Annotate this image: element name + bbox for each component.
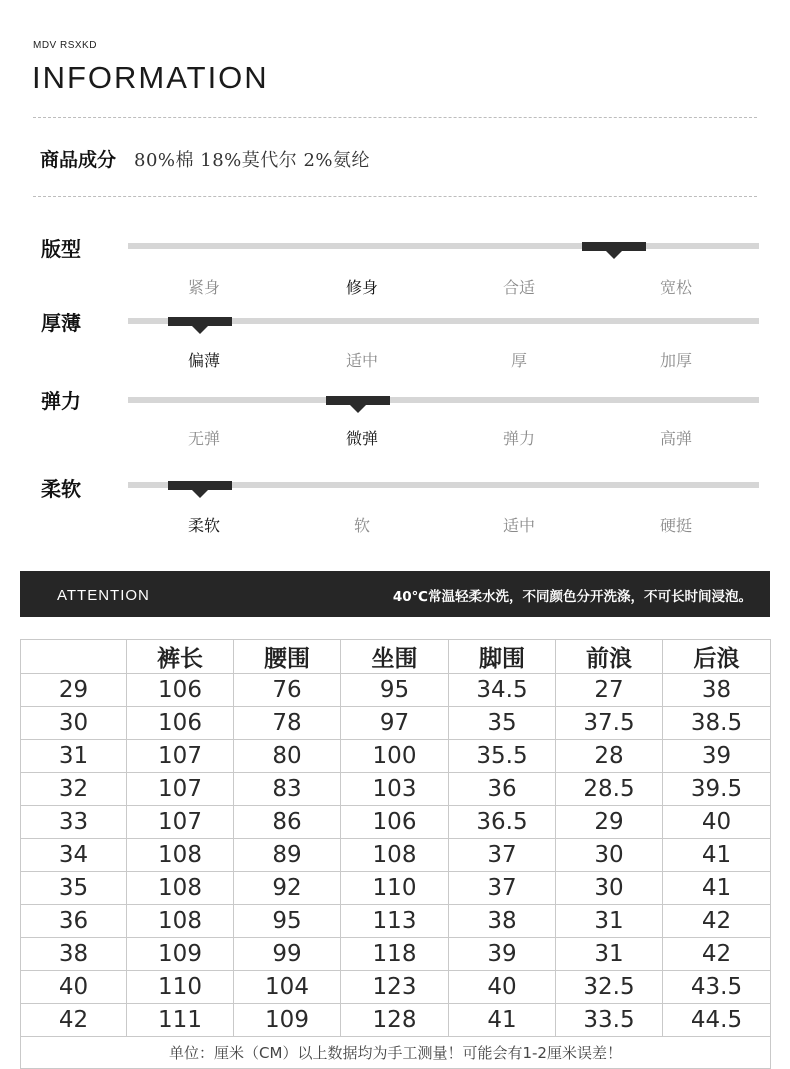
table-cell: 97 xyxy=(341,707,449,740)
table-cell: 89 xyxy=(234,839,341,872)
table-cell: 100 xyxy=(341,740,449,773)
table-cell: 43.5 xyxy=(663,971,771,1004)
table-cell: 32.5 xyxy=(556,971,663,1004)
attribute-marker-softness xyxy=(168,481,232,490)
table-cell: 103 xyxy=(341,773,449,806)
attribute-option: 高弹 xyxy=(659,429,693,448)
table-cell: 92 xyxy=(234,872,341,905)
divider-middle xyxy=(33,196,757,197)
table-cell: 108 xyxy=(127,905,234,938)
table-cell: 35 xyxy=(449,707,556,740)
table-cell: 109 xyxy=(234,1004,341,1037)
attribute-option: 厚 xyxy=(510,351,528,370)
table-cell: 128 xyxy=(341,1004,449,1037)
table-cell: 106 xyxy=(127,674,234,707)
table-cell: 123 xyxy=(341,971,449,1004)
attribute-option: 加厚 xyxy=(659,351,693,370)
table-cell: 110 xyxy=(127,971,234,1004)
attention-note: 40℃常温轻柔水洗，不同颜色分开洗涤，不可长时间浸泡。 xyxy=(392,589,752,605)
table-cell: 107 xyxy=(127,740,234,773)
table-cell: 30 xyxy=(556,839,663,872)
table-cell: 38 xyxy=(21,938,127,971)
attribute-track-elasticity xyxy=(128,397,759,403)
table-cell: 83 xyxy=(234,773,341,806)
attribute-label-softness: 柔软 xyxy=(41,477,81,501)
table-cell: 113 xyxy=(341,905,449,938)
attribute-label-elasticity: 弹力 xyxy=(41,389,81,413)
table-row xyxy=(21,938,771,971)
table-cell: 36 xyxy=(21,905,127,938)
table-cell: 78 xyxy=(234,707,341,740)
table-cell: 37.5 xyxy=(556,707,663,740)
size-table xyxy=(20,639,771,1069)
attribute-option: 微弹 xyxy=(345,429,379,448)
table-row xyxy=(21,905,771,938)
table-cell: 32 xyxy=(21,773,127,806)
table-cell: 33.5 xyxy=(556,1004,663,1037)
attribute-track-fit xyxy=(128,243,759,249)
table-cell: 99 xyxy=(234,938,341,971)
table-cell: 80 xyxy=(234,740,341,773)
table-cell: 42 xyxy=(21,1004,127,1037)
attention-banner xyxy=(20,571,770,617)
table-cell: 42 xyxy=(663,938,771,971)
table-header-cell: 腰围 xyxy=(234,640,341,674)
table-row xyxy=(21,674,771,707)
table-header-row xyxy=(21,640,771,674)
table-header-cell xyxy=(21,640,127,674)
table-cell: 95 xyxy=(341,674,449,707)
table-header-cell: 后浪 xyxy=(663,640,771,674)
attribute-option: 弹力 xyxy=(502,429,536,448)
table-cell: 44.5 xyxy=(663,1004,771,1037)
attribute-option: 修身 xyxy=(345,278,379,297)
table-cell: 31 xyxy=(556,905,663,938)
table-cell: 108 xyxy=(127,872,234,905)
table-cell: 38 xyxy=(449,905,556,938)
attribute-marker-thickness xyxy=(168,317,232,326)
table-cell: 107 xyxy=(127,806,234,839)
table-row xyxy=(21,806,771,839)
table-cell: 35.5 xyxy=(449,740,556,773)
table-cell: 36.5 xyxy=(449,806,556,839)
attribute-option: 无弹 xyxy=(187,429,221,448)
table-cell: 40 xyxy=(663,806,771,839)
table-cell: 111 xyxy=(127,1004,234,1037)
table-cell: 40 xyxy=(21,971,127,1004)
table-cell: 95 xyxy=(234,905,341,938)
table-row xyxy=(21,1004,771,1037)
table-footnote: 单位：厘米（CM）以上数据均为手工测量！可能会有1-2厘米误差！ xyxy=(21,1037,771,1069)
table-row xyxy=(21,707,771,740)
table-header-cell: 坐围 xyxy=(341,640,449,674)
table-cell: 37 xyxy=(449,872,556,905)
attribute-label-fit: 版型 xyxy=(41,237,81,261)
table-cell: 40 xyxy=(449,971,556,1004)
table-cell: 31 xyxy=(556,938,663,971)
table-cell: 36 xyxy=(449,773,556,806)
table-cell: 41 xyxy=(663,839,771,872)
table-header-cell: 裤长 xyxy=(127,640,234,674)
table-cell: 29 xyxy=(556,806,663,839)
table-row xyxy=(21,872,771,905)
table-cell: 28 xyxy=(556,740,663,773)
table-cell: 28.5 xyxy=(556,773,663,806)
table-cell: 34.5 xyxy=(449,674,556,707)
table-cell: 33 xyxy=(21,806,127,839)
table-header-cell: 前浪 xyxy=(556,640,663,674)
table-header-cell: 脚围 xyxy=(449,640,556,674)
attribute-option: 硬挺 xyxy=(659,516,693,535)
table-cell: 110 xyxy=(341,872,449,905)
attribute-option: 适中 xyxy=(502,516,536,535)
table-cell: 30 xyxy=(556,872,663,905)
table-cell: 38.5 xyxy=(663,707,771,740)
attribute-option: 软 xyxy=(353,516,371,535)
attribute-marker-elasticity xyxy=(326,396,390,405)
attribute-label-thickness: 厚薄 xyxy=(41,311,81,335)
table-row xyxy=(21,773,771,806)
attribute-option: 偏薄 xyxy=(187,351,221,370)
table-cell: 108 xyxy=(127,839,234,872)
table-cell: 76 xyxy=(234,674,341,707)
composition-label: 商品成分 xyxy=(40,149,117,171)
table-cell: 106 xyxy=(341,806,449,839)
composition-value: 80%棉 18%莫代尔 2%氨纶 xyxy=(134,150,371,171)
table-cell: 41 xyxy=(663,872,771,905)
attribute-marker-fit xyxy=(582,242,646,251)
brand-small: MDV RSXKD xyxy=(33,40,97,51)
table-cell: 30 xyxy=(21,707,127,740)
table-row xyxy=(21,971,771,1004)
table-cell: 106 xyxy=(127,707,234,740)
attribute-option: 紧身 xyxy=(187,278,221,297)
attention-title: ATTENTION xyxy=(57,587,150,604)
table-cell: 31 xyxy=(21,740,127,773)
page-title: INFORMATION xyxy=(32,60,269,95)
table-footer-row xyxy=(21,1037,771,1069)
table-cell: 29 xyxy=(21,674,127,707)
table-row xyxy=(21,839,771,872)
table-cell: 108 xyxy=(341,839,449,872)
attribute-option: 柔软 xyxy=(187,516,221,535)
table-cell: 109 xyxy=(127,938,234,971)
attribute-option: 适中 xyxy=(345,351,379,370)
table-cell: 118 xyxy=(341,938,449,971)
attribute-option: 合适 xyxy=(502,278,536,297)
table-row xyxy=(21,740,771,773)
divider-top xyxy=(33,117,757,118)
table-cell: 41 xyxy=(449,1004,556,1037)
table-cell: 104 xyxy=(234,971,341,1004)
table-cell: 37 xyxy=(449,839,556,872)
table-cell: 35 xyxy=(21,872,127,905)
table-cell: 39 xyxy=(449,938,556,971)
table-cell: 107 xyxy=(127,773,234,806)
table-cell: 34 xyxy=(21,839,127,872)
table-cell: 39.5 xyxy=(663,773,771,806)
table-cell: 27 xyxy=(556,674,663,707)
table-cell: 39 xyxy=(663,740,771,773)
table-cell: 86 xyxy=(234,806,341,839)
composition-row xyxy=(40,145,370,172)
attribute-option: 宽松 xyxy=(659,278,693,297)
table-cell: 38 xyxy=(663,674,771,707)
table-cell: 42 xyxy=(663,905,771,938)
